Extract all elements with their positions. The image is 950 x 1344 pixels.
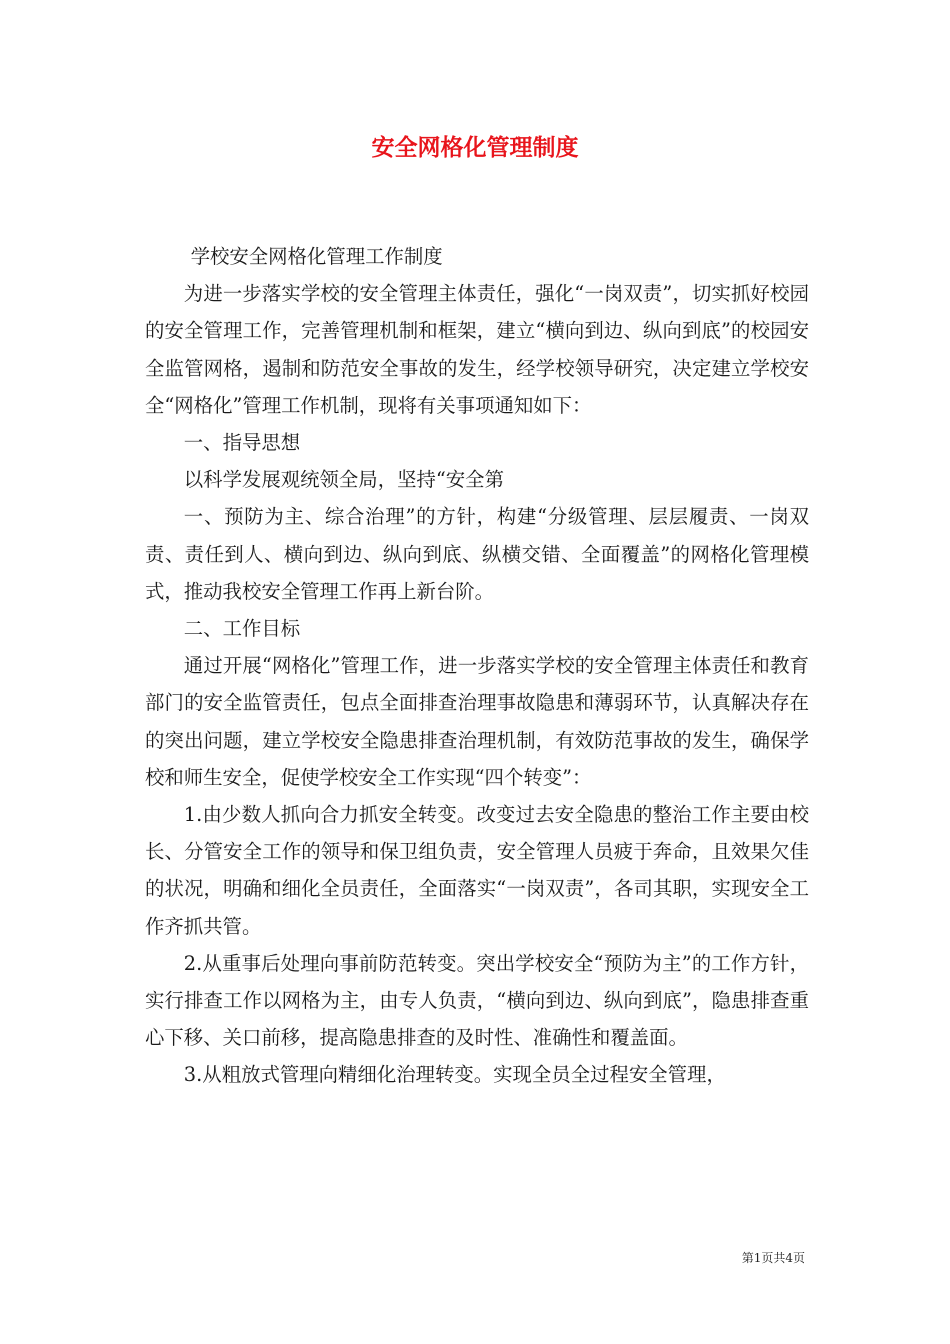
- guiding-ideology-paragraph-1: 以科学发展观统领全局，坚持“安全第: [183, 468, 504, 492]
- section-heading-guiding-ideology: 一、指导思想: [183, 431, 301, 455]
- page-number-footer: 第1页共4页: [741, 1251, 805, 1265]
- page-title: 安全网格化管理制度: [371, 134, 579, 161]
- list-item-2: 2.从重事后处理向事前防范转变。突出学校安全“预防为主”的工作方针，实行排查工作以网格为主，由专人负责，“横向到边、纵向到底”，隐患排查重心下移、关口前移，提高隐患排查的及时性、准确性和覆盖面。: [145, 951, 809, 1050]
- document-subtitle: 学校安全网格化管理工作制度: [190, 245, 443, 268]
- document-body: [145, 238, 809, 1094]
- list-item-3: 3.从粗放式管理向精细化治理转变。实现全员全过程安全管理，: [183, 1063, 726, 1087]
- section-heading-work-goals: 二、工作目标: [183, 617, 301, 641]
- list-item-1: 1.由少数人抓向合力抓安全转变。改变过去安全隐患的整治工作主要由校长、分管安全工作的领导和保卫组负责，安全管理人员疲于奔命，且效果欠佳的状况，明确和细化全员责任，全面落实“一岗双责”，各司其职，实现安全工作齐抓共管。: [145, 803, 809, 938]
- guiding-ideology-paragraph-2: 一、预防为主、综合治理”的方针，构建“分级管理、层层履责、一岗双责、责任到人、横向到边、纵向到底、纵横交错、全面覆盖”的网格化管理模式，推动我校安全管理工作再上新台阶。: [145, 505, 809, 603]
- intro-paragraph: 为进一步落实学校的安全管理主体责任，强化“一岗双责”，切实抓好校园的安全管理工作，完善管理机制和框架，建立“横向到边、纵向到底”的校园安全监管网格，遏制和防范安全事故的发生，经学校领导研究，决定建立学校安全“网格化”管理工作机制，现将有关事项通知如下：: [145, 282, 809, 417]
- work-goals-paragraph: 通过开展“网格化”管理工作，进一步落实学校的安全管理主体责任和教育部门的安全监管责任，包点全面排查治理事故隐患和薄弱环节，认真解决存在的突出问题，建立学校安全隐患排查治理机制，有效防范事故的发生，确保学校和师生安全，促使学校安全工作实现“四个转变”：: [145, 654, 809, 789]
